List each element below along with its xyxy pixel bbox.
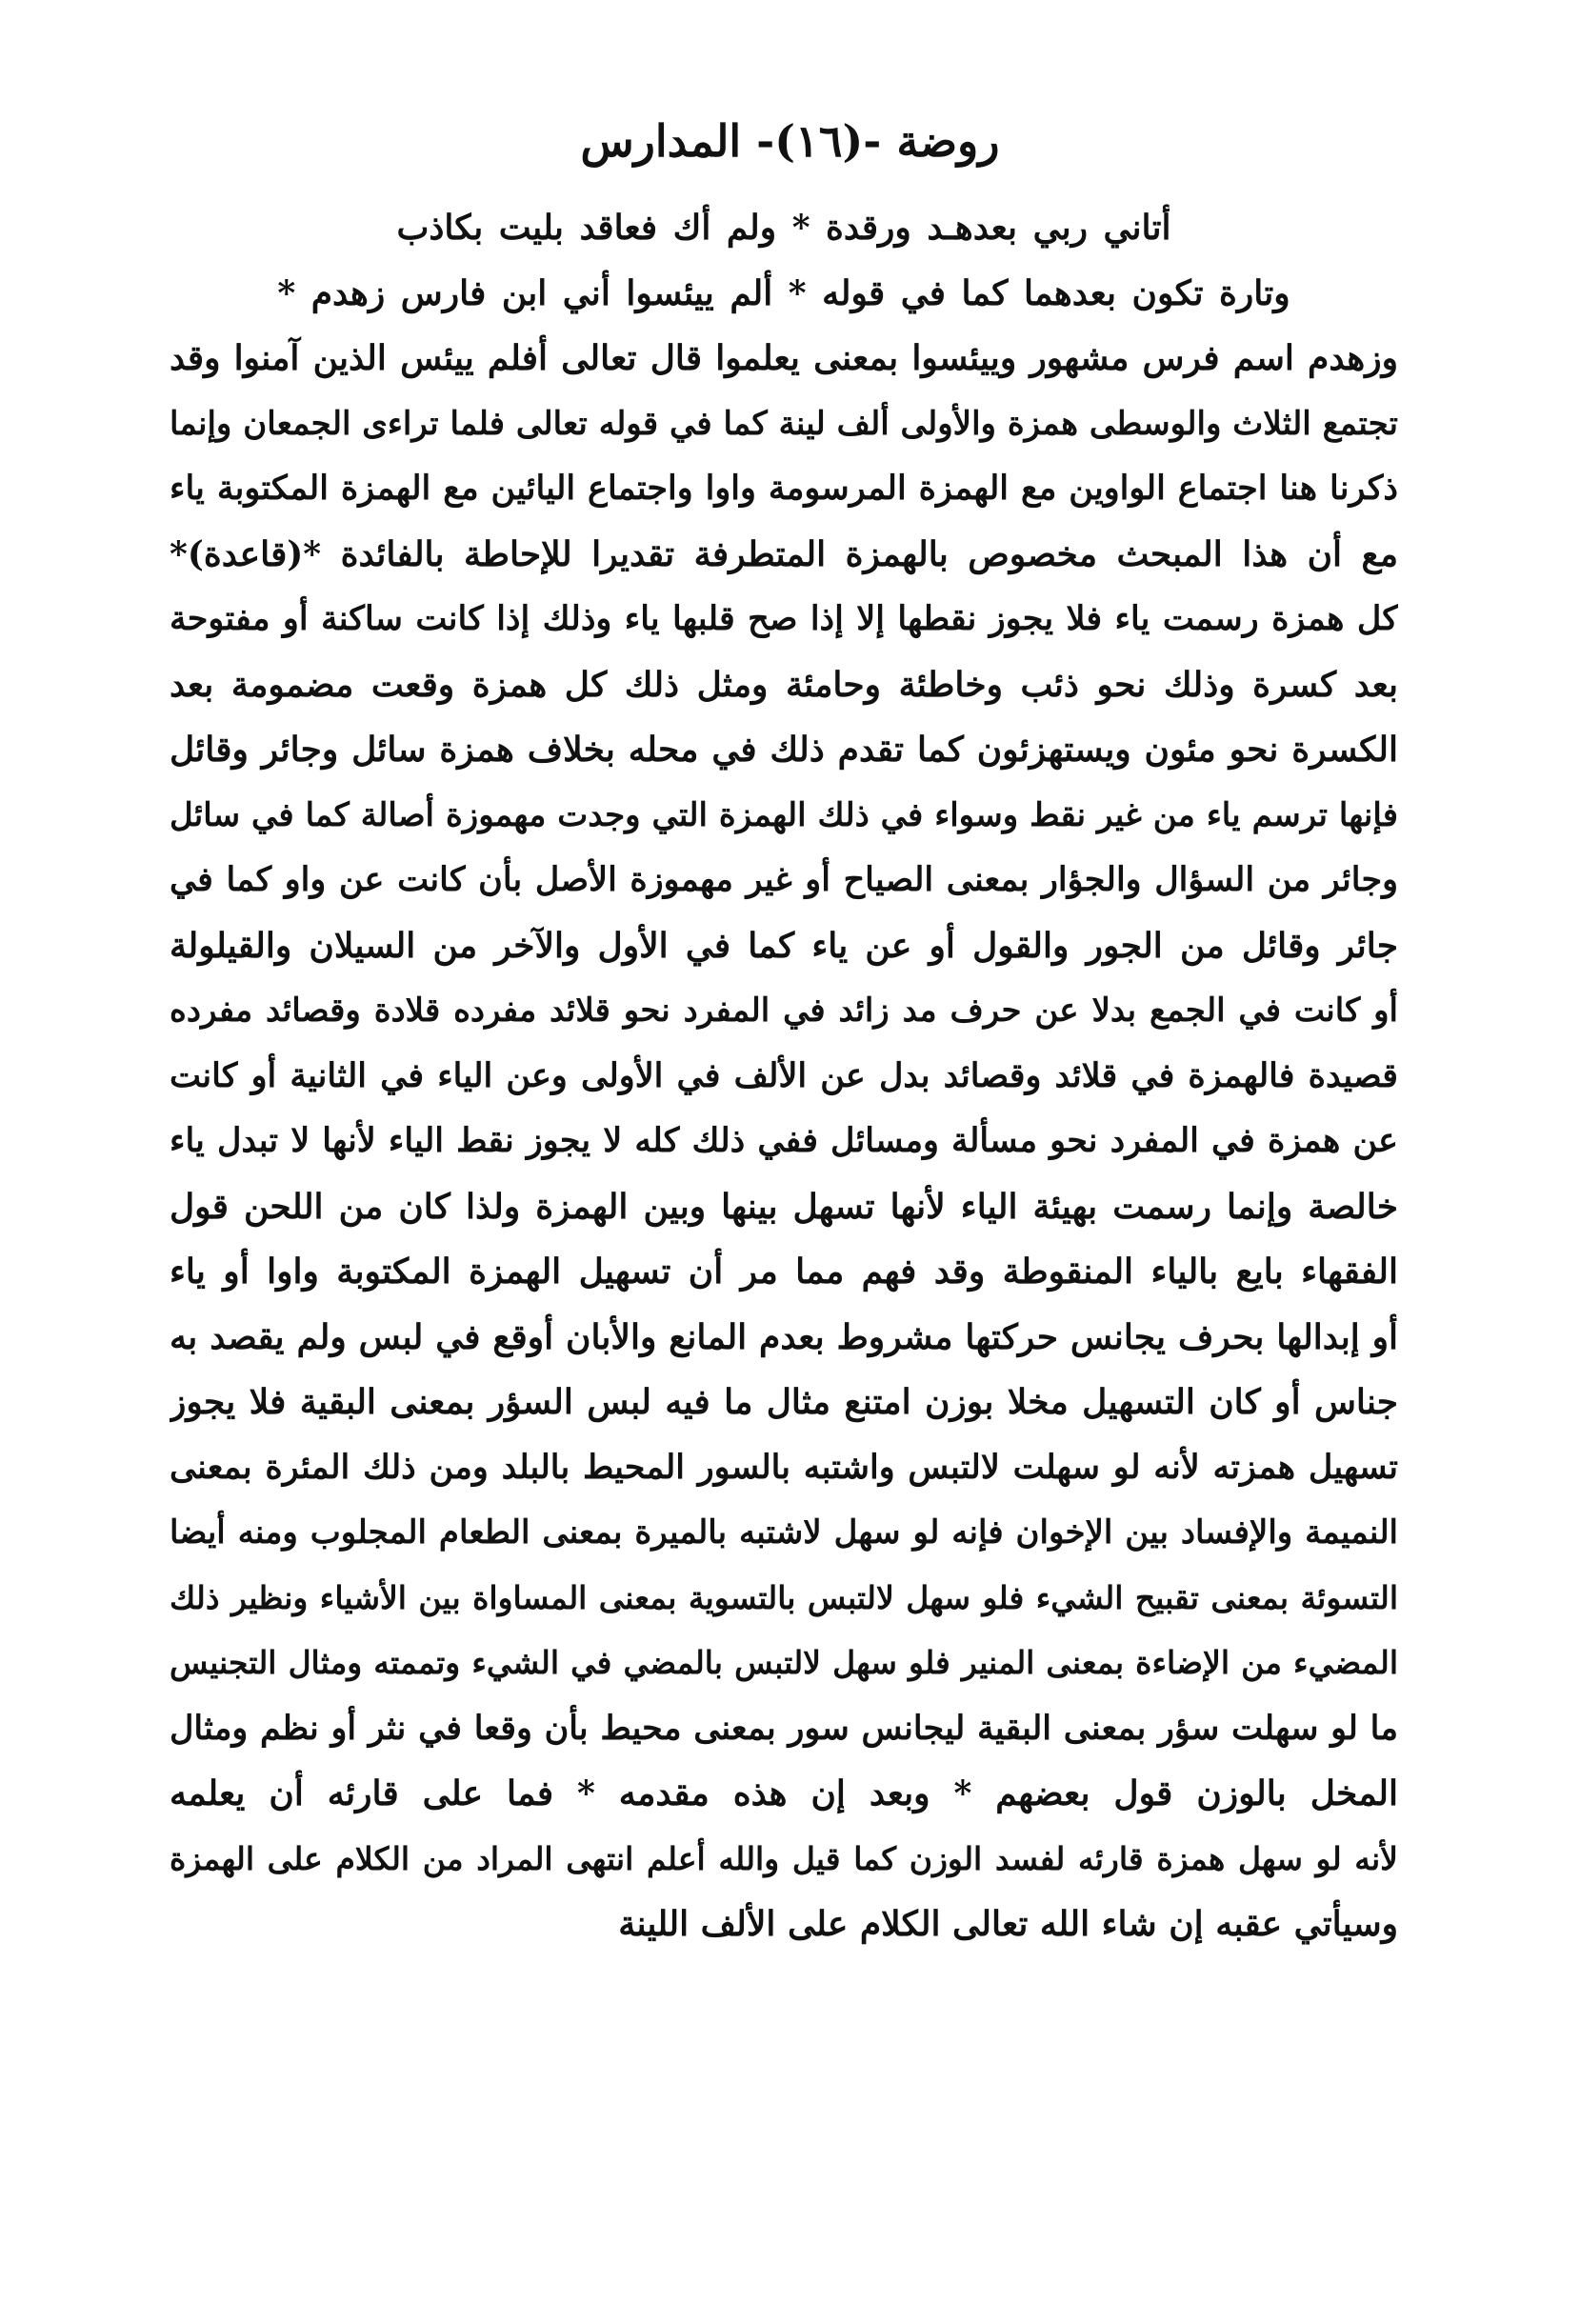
text-line-20: تسهيل همزته لأنه لو سهلت لالتبس واشتبه بالسور المحيط بالبلد ومن ذلك المئرة بمعنى [170, 1447, 1398, 1487]
text-line-26: لأنه لو سهل همزة قارئه لفسد الوزن كما قيل والله أعلم انتهى المراد من الكلام على الهمزة [170, 1839, 1398, 1877]
text-line-17: الفقهاء بايع بالياء المنقوطة وقد فهم مما مر أن تسهيل الهمزة المكتوبة واوا أو ياء [170, 1252, 1398, 1292]
text-line-25: المخل بالوزن قول بعضهم * وبعد إن هذه مقدمه * فما على قارئه أن يعلمه [170, 1773, 1398, 1813]
text-line-23: المضيء من الإضاءة بمعنى المنير فلو سهل لالتبس بالمضي في الشيء وتممته ومثال التجنيس [170, 1644, 1398, 1681]
text-line-7: كل همزة رسمت ياء فلا يجوز نقطها إلا إذا صح قلبها ياء وذلك إذا كانت ساكنة أو مفتوحة [170, 599, 1398, 638]
text-line-5: ذكرنا هنا اجتماع الواوين مع الهمزة المرسومة واوا واجتماع اليائين مع الهمزة المكتوبة ياء [170, 469, 1398, 508]
text-line-4: تجتمع الثلاث والوسطى همزة والأولى ألف لينة كما في قوله تعالى فلما تراءى الجمعان وإنما [170, 404, 1398, 443]
text-line-16: خالصة وإنما رسمت بهيئة الياء لأنها تسهل بينها وبين الهمزة ولذا كان من اللحن قول [170, 1186, 1398, 1227]
text-line-15: عن همزة في المفرد نحو مسألة ومسائل ففي ذلك كله لا يجوز نقط الياء لأنها لا تبدل ياء [170, 1121, 1398, 1160]
text-line-11: وجائر من السؤال والجؤار بمعنى الصياح أو غير مهموزة الأصل بأن كانت عن واو كما في [170, 860, 1398, 899]
text-line-27: وسيأتي عقبه إن شاء الله تعالى الكلام على الألف اللينة [618, 1904, 1398, 1944]
text-line-3: وزهدم اسم فرس مشهور وييئسوا بمعنى يعلموا قال تعالى أفلم ييئس الذين آمنوا وقد [170, 338, 1398, 378]
text-line-6: مع أن هذا المبحث مخصوص بالهمزة المتطرفة تقديرا للإحاطة بالفائدة *(قاعدة)* [170, 533, 1398, 574]
page-header: روضة -(١٦)- المدارس [580, 115, 1000, 167]
text-line-1: أتاني ربي بعدهـد ورقدة * ولم أك فعاقد بليت بكاذب [396, 208, 1171, 248]
text-line-8: بعد كسرة وذلك نحو ذئب وخاطئة وحامئة ومثل ذلك كل همزة وقعت مضمومة بعد [170, 664, 1398, 705]
text-line-14: قصيدة فالهمزة في قلائد وقصائد بدل عن الألف في الأولى وعن الياء في الثانية أو كانت [170, 1055, 1398, 1095]
body-text [170, 195, 1398, 1957]
text-line-22: التسوئة بمعنى تقبيح الشيء فلو سهل لالتبس بالتسوية بمعنى المساواة بين الأشياء ونظير ذلك [170, 1578, 1398, 1616]
text-line-18: أو إبدالها بحرف يجانس حركتها مشروط بعدم المانع والأبان أوقع في لبس ولم يقصد به [170, 1316, 1398, 1357]
text-line-19: جناس أو كان التسهيل مخلا بوزن امتنع مثال ما فيه لبس السؤر بمعنى البقية فلا يجوز [170, 1382, 1398, 1422]
text-line-21: النميمة والإفساد بين الإخوان فإنه لو سهل لاشتبه بالميرة بمعنى الطعام المجلوب ومنه أيضا [170, 1513, 1398, 1552]
text-line-9: الكسرة نحو مئون ويستهزئون كما تقدم ذلك في محله بخلاف همزة سائل وجائر وقائل [170, 730, 1398, 770]
text-line-24: ما لو سهلت سؤر بمعنى البقية ليجانس سور بمعنى محيط بأن وقعا في نثر أو نظم ومثال [170, 1708, 1398, 1748]
text-line-12: جائر وقائل من الجور والقول أو عن ياء كما في الأول والآخر من السيلان والقيلولة [170, 925, 1398, 966]
text-line-10: فإنها ترسم ياء من غير نقط وسواء في ذلك الهمزة التي وجدت مهموزة أصالة كما في سائل [170, 795, 1398, 834]
text-line-13: أو كانت في الجمع بدلا عن حرف مد زائد في المفرد نحو قلائد مفرده قلادة وقصائد مفرده [170, 992, 1398, 1030]
text-line-2: وتارة تكون بعدهما كما في قوله * ألم ييئسوا أني ابن فارس زهدم * [277, 272, 1290, 313]
